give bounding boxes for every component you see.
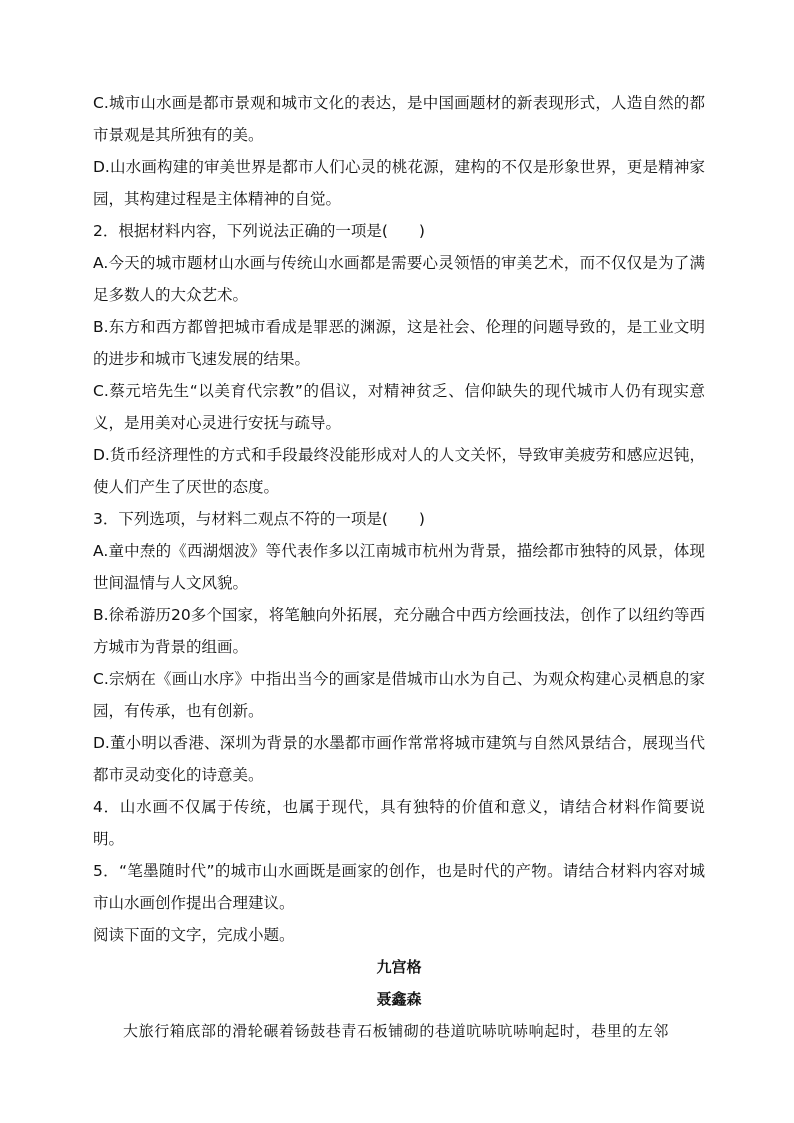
option-a-q2: A.今天的城市题材山水画与传统山水画都是需要心灵领悟的审美艺术，而不仅仅是为了满足多数人的大众艺术。 [93,254,705,304]
question-2: 2．根据材料内容，下列说法正确的一项是( ) [93,222,425,240]
option-c-q2: C.蔡元培先生“以美育代宗教”的倡议，对精神贫乏、信仰缺失的现代城市人仍有现实意义，是用美对心灵进行安抚与疏导。 [93,382,705,432]
option-d-q1: D.山水画构建的审美世界是都市人们心灵的桃花源，建构的不仅是形象世界，更是精神家园，其构建过程是主体精神的自觉。 [93,158,705,208]
story-title: 九宫格 [376,958,422,976]
option-c-q3: C.宗炳在《画山水序》中指出当今的画家是借城市山水为自己、为观众构建心灵栖息的家园，有传承，也有创新。 [93,670,705,720]
option-b-q3: B.徐希游历20多个国家，将笔触向外拓展，充分融合中西方绘画技法，创作了以纽约等西方城市为背景的组画。 [93,606,705,656]
question-3: 3．下列选项，与材料二观点不符的一项是( ) [93,510,425,528]
option-b-q2: B.东方和西方都曾把城市看成是罪恶的渊源，这是社会、伦理的问题导致的，是工业文明的进步和城市飞速发展的结果。 [93,318,705,368]
reading-instruction: 阅读下面的文字，完成小题。 [93,926,295,944]
option-c-q1: C.城市山水画是都市景观和城市文化的表达，是中国画题材的新表现形式，人造自然的都市景观是其所独有的美。 [93,94,705,144]
option-a-q3: A.童中焘的《西湖烟波》等代表作多以江南城市杭州为背景，描绘都市独特的风景，体现世间温情与人文风貌。 [93,542,705,592]
story-author: 聂鑫森 [376,990,422,1008]
question-5: 5．“笔墨随时代”的城市山水画既是画家的创作，也是时代的产物。请结合材料内容对城市山水画创作提出合理建议。 [93,862,705,912]
option-d-q3: D.董小明以香港、深圳为背景的水墨都市画作常常将城市建筑与自然风景结合，展现当代都市灵动变化的诗意美。 [93,734,705,784]
document-page [93,87,705,1047]
question-4: 4．山水画不仅属于传统，也属于现代，具有独特的价值和意义，请结合材料作简要说明。 [93,798,705,848]
story-first-line: 大旅行箱底部的滑轮碾着钖鼓巷青石板铺砌的巷道吭哧吭哧响起时，巷里的左邻 [123,1022,670,1040]
option-d-q2: D.货币经济理性的方式和手段最终没能形成对人的人文关怀，导致审美疲劳和感应迟钝，使人们产生了厌世的态度。 [93,446,705,496]
